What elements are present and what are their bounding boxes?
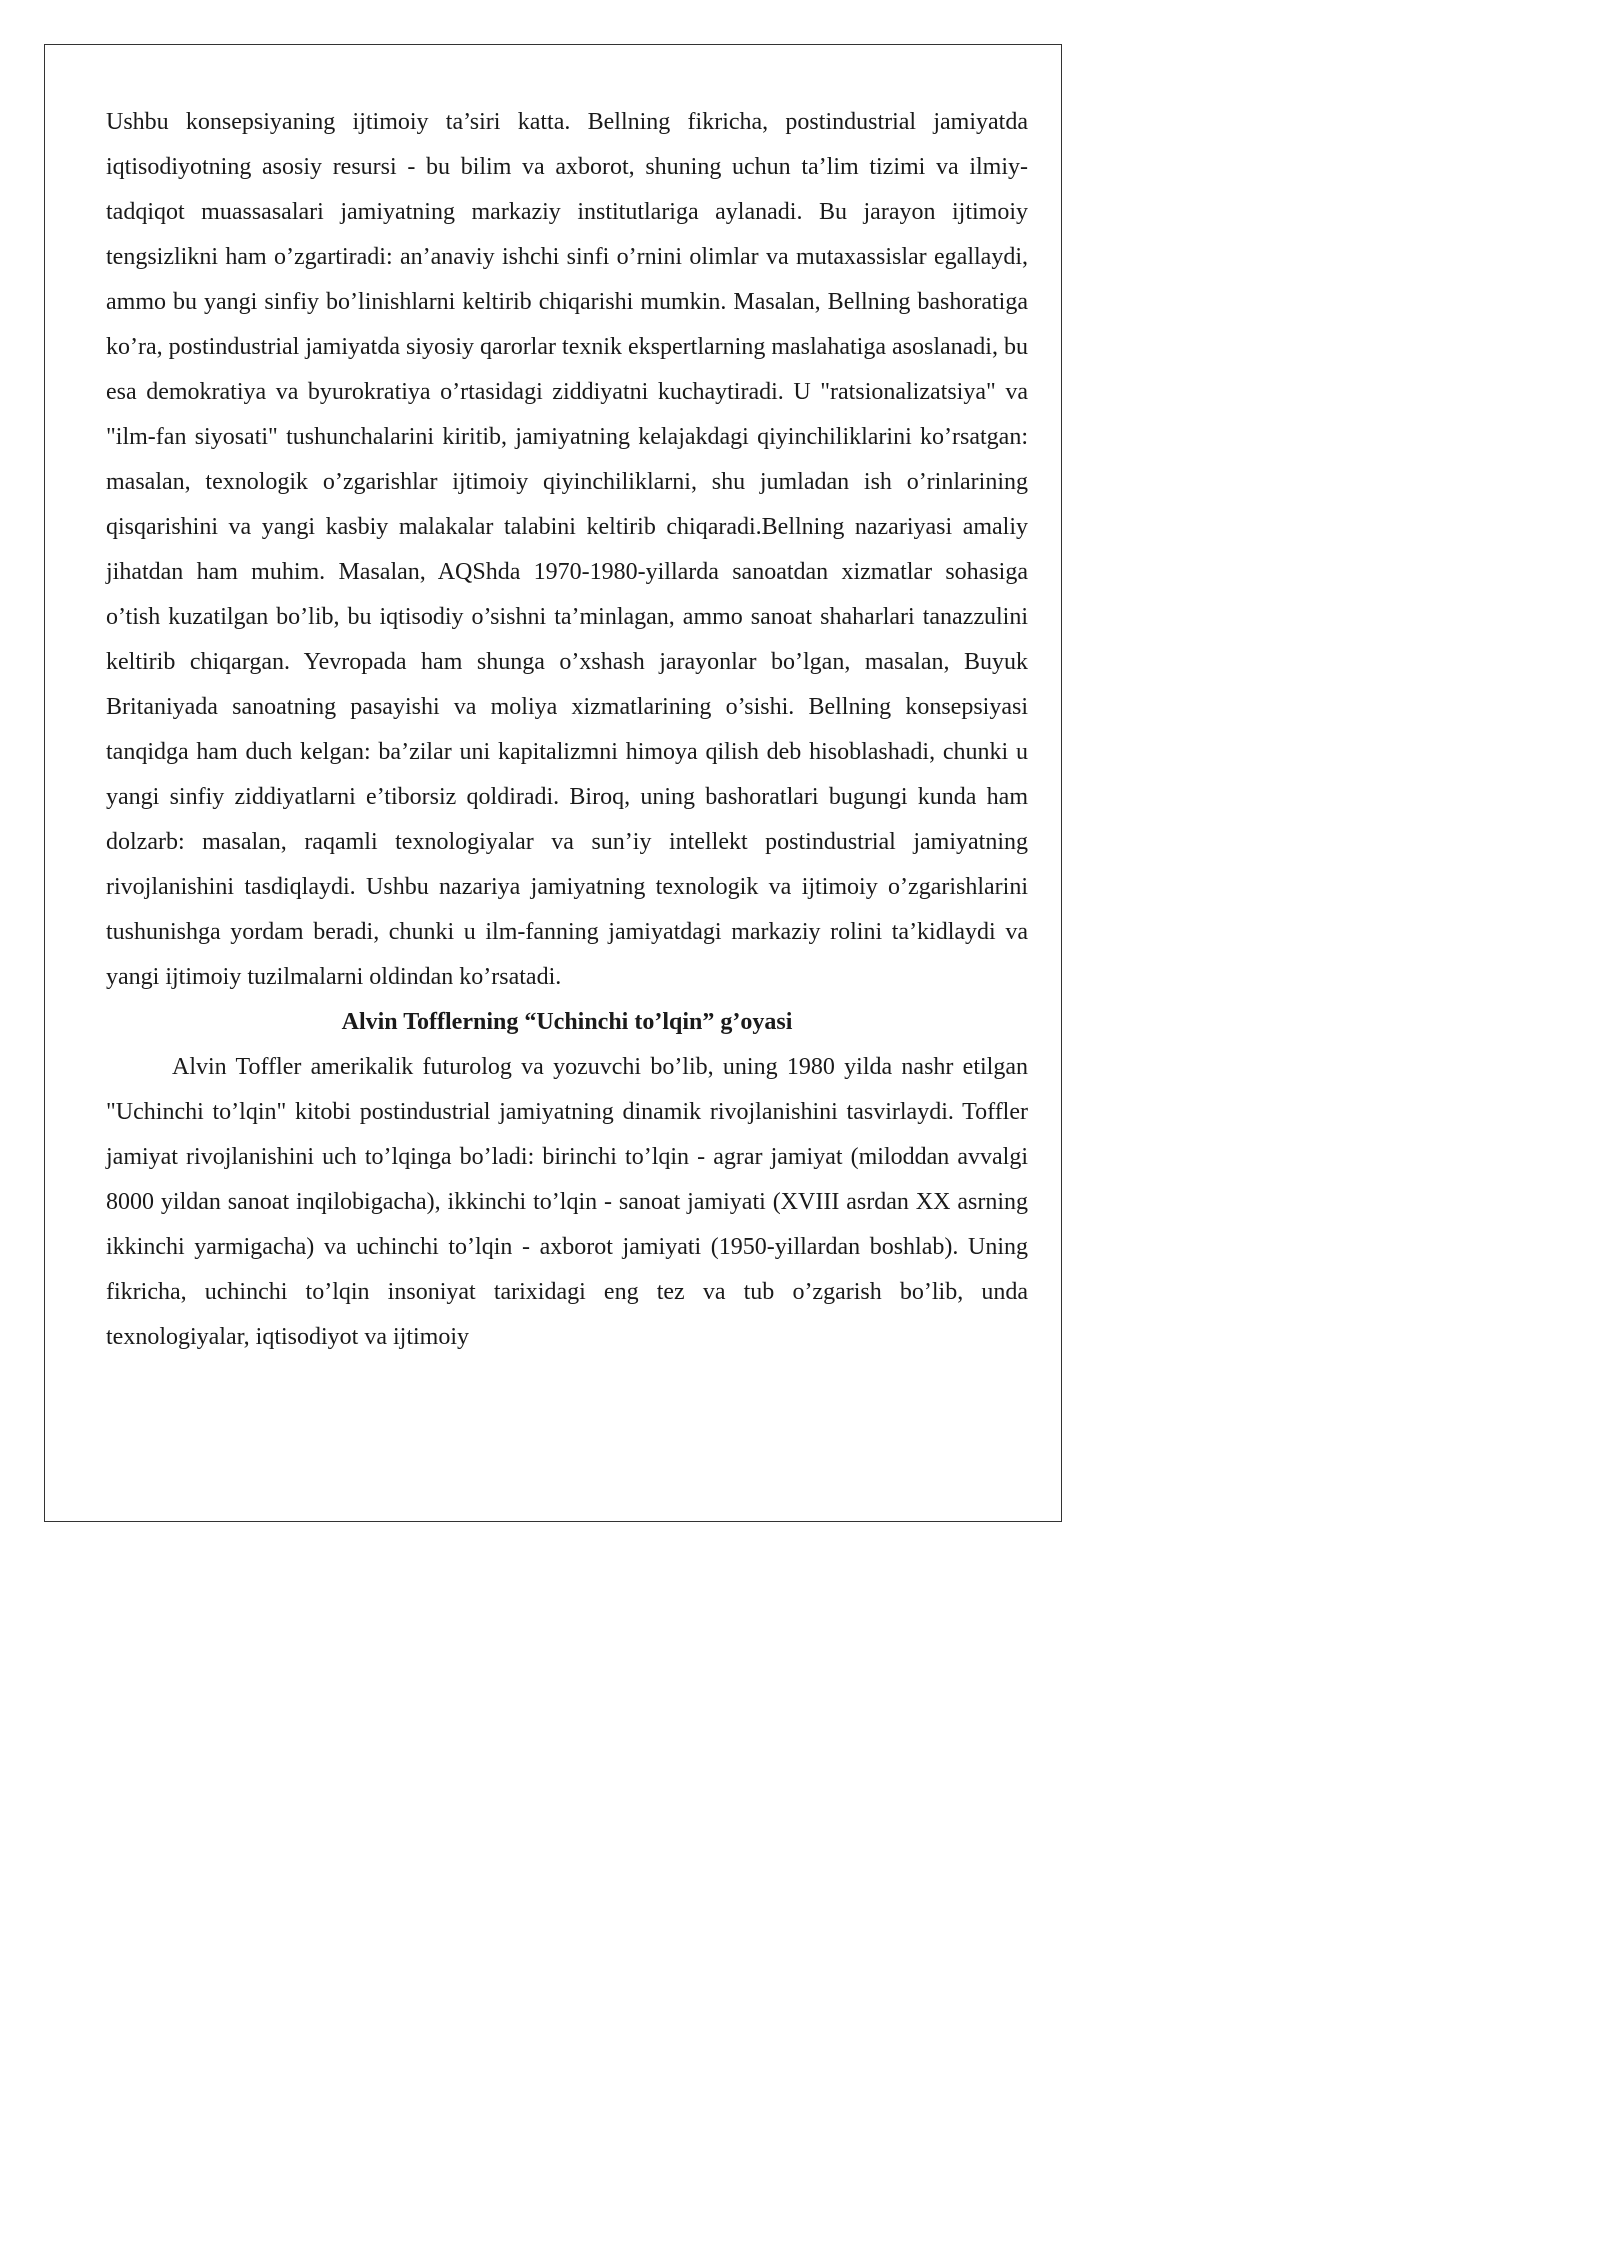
body-paragraph: Ushbu konsepsiyaning ijtimoiy ta’siri katta. Bellning fikricha, postindustrial jamiyatda iqtisodiyotning asosiy resursi - bu bilim va axborot, shuning uchun ta’lim tizimi va ilmiy-tadqiqot muassasalari jamiyatning markaziy institutlariga aylanadi. Bu jarayon ijtimoiy tengsizlikni ham o’zgartiradi: an’anaviy ishchi sinfi o’rnini olimlar va mutaxassislar egallaydi, ammo bu yangi sinfiy bo’linishlarni keltirib chiqarishi mumkin. Masalan, Bellning bashoratiga ko’ra, postindustrial jamiyatda siyosiy qarorlar texnik ekspertlarning maslahatiga asoslanadi, bu esa demokratiya va byurokratiya o’rtasidagi ziddiyatni kuchaytiradi. U "ratsionalizatsiya" va "ilm-fan siyosati" tushunchalarini kiritib, jamiyatning kelajakdagi qiyinchiliklarini ko’rsatgan: masalan, texnologik o’zgarishlar ijtimoiy qiyinchiliklarni, shu jumladan ish o’rinlarining qisqarishini va yangi kasbiy malakalar talabini keltirib chiqaradi.Bellning nazariyasi amaliy jihatdan ham muhim. Masalan, AQShda 1970-1980-yillarda sanoatdan xizmatlar sohasiga o’tish kuzatilgan bo’lib, bu iqtisodiy o’sishni ta’minlagan, ammo sanoat shaharlari tanazzulini keltirib chiqargan. Yevropada ham shunga o’xshash jarayonlar bo’lgan, masalan, Buyuk Britaniyada sanoatning pasayishi va moliya xizmatlarining o’sishi. Bellning konsepsiyasi tanqidga ham duch kelgan: ba’zilar uni kapitalizmni himoya qilish deb hisoblashadi, chunki u yangi sinfiy ziddiyatlarni e’tiborsiz qoldiradi. Biroq, uning bashoratlari bugungi kunda ham dolzarb: masalan, raqamli texnologiyalar va sun’iy intellekt postindustrial jamiyatning rivojlanishini tasdiqlaydi. Ushbu nazariya jamiyatning texnologik va ijtimoiy o’zgarishlarini tushunishga yordam beradi, chunki u ilm-fanning jamiyatdagi markaziy rolini ta’kidlaydi va yangi ijtimoiy tuzilmalarni oldindan ko’rsatadi. [106,109,1028,990]
document-body [106,100,1028,1360]
section-heading: Alvin Tofflerning “Uchinchi to’lqin” g’oyasi [341,1009,793,1035]
body-paragraph-indented: Alvin Toffler amerikalik futurolog va yozuvchi bo’lib, uning 1980 yilda nashr etilgan "Uchinchi to’lqin" kitobi postindustrial jamiyatning dinamik rivojlanishini tasvirlaydi. Toffler jamiyat rivojlanishini uch to’lqinga bo’ladi: birinchi to’lqin - agrar jamiyat (miloddan avvalgi 8000 yildan sanoat inqilobigacha), ikkinchi to’lqin - sanoat jamiyati (XVIII asrdan XX asrning ikkinchi yarmigacha) va uchinchi to’lqin - axborot jamiyati (1950-yillardan boshlab). Uning fikricha, uchinchi to’lqin insoniyat tarixidagi eng tez va tub o’zgarish bo’lib, unda texnologiyalar, iqtisodiyot va ijtimoiy [106,1054,1028,1350]
